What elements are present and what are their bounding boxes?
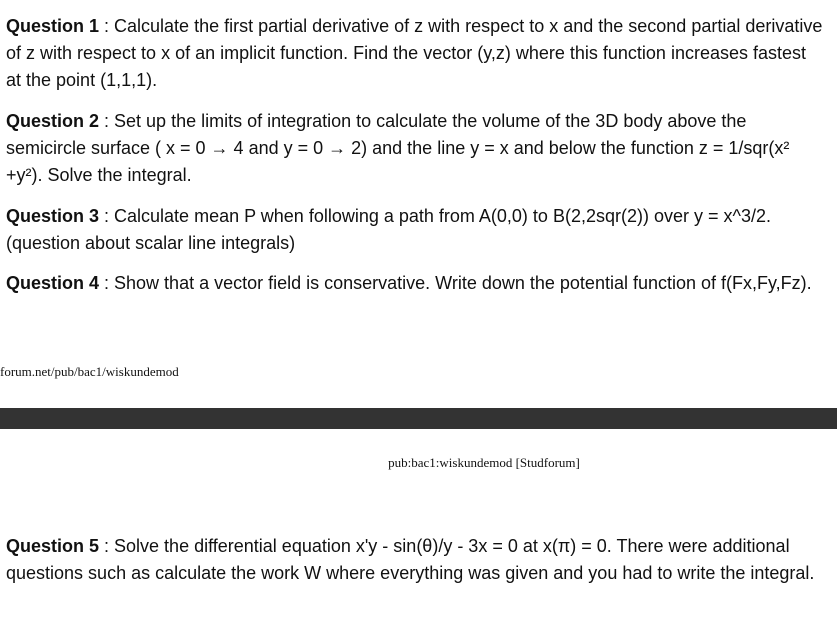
question-5-label: Question 5 <box>6 536 100 556</box>
print-header-title: pub:bac1:wiskundemod [Studforum] <box>388 455 580 470</box>
question-4-label: Question 4 <box>6 273 100 293</box>
question-1-separator: : <box>99 16 115 36</box>
question-2 <box>6 108 826 189</box>
question-1 <box>6 13 826 94</box>
question-1-text: Calculate the first partial derivative of z with respect to x and the second partial derivative of z with respect to x of an implicit function. Find the vector (y,z) where this function increases fastest at the point (1,1,1). <box>6 16 823 90</box>
question-2-separator: : <box>99 111 115 131</box>
question-5-text: Solve the differential equation x'y - sin(θ)/y - 3x = 0 at x(π) = 0. There were additional questions such as calculate the work W where everything was given and you had to write the integral. <box>6 536 815 583</box>
question-5 <box>6 533 826 587</box>
question-3 <box>6 203 826 257</box>
question-1-label: Question 1 <box>6 16 100 36</box>
question-4 <box>6 270 826 297</box>
question-3-text: Calculate mean P when following a path from A(0,0) to B(2,2sqr(2)) over y = x^3/2. (question about scalar line integrals) <box>6 206 771 253</box>
question-3-label: Question 3 <box>6 206 100 226</box>
question-4-separator: : <box>99 273 115 293</box>
page-break-bar <box>0 408 837 429</box>
question-2-text: Set up the limits of integration to calculate the volume of the 3D body above the semicircle surface ( x = 0 → 4 and y = 0 → 2) and the line y = x and below the function z = 1/sqr(x² +y²). Solve the integral. <box>6 111 790 185</box>
question-2-label: Question 2 <box>6 111 100 131</box>
question-4-text: Show that a vector field is conservative. Write down the potential function of f(Fx,Fy,Fz). <box>114 273 812 293</box>
question-5-separator: : <box>99 536 115 556</box>
question-3-separator: : <box>99 206 115 226</box>
print-footer-url: forum.net/pub/bac1/wiskundemod <box>0 364 179 379</box>
